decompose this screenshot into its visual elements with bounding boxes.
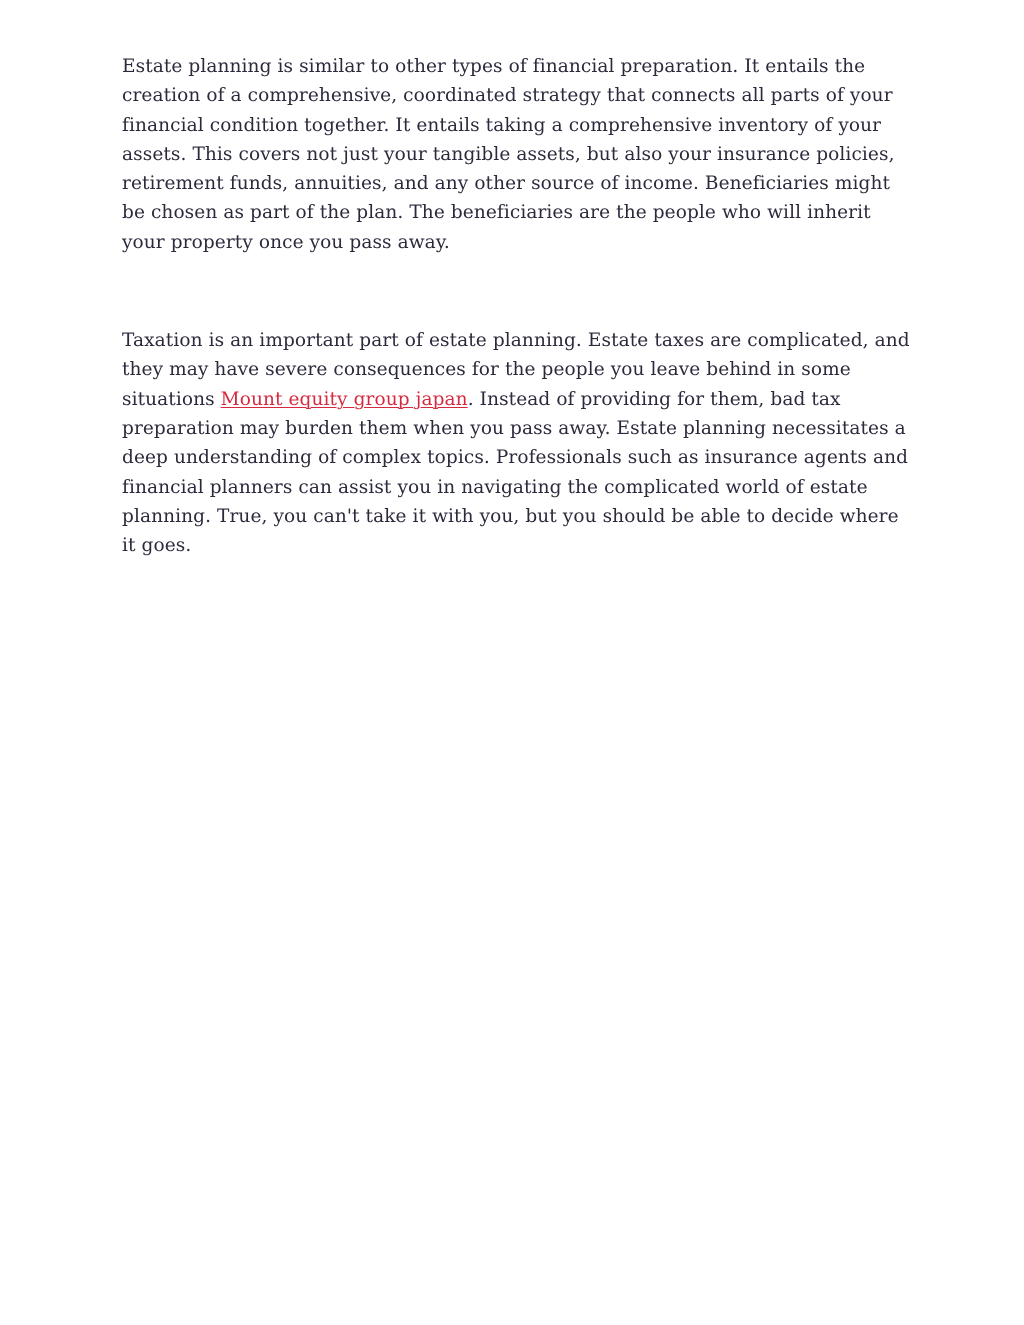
- mount-equity-group-link[interactable]: Mount equity group japan: [220, 388, 468, 410]
- paragraph-taxation: [122, 326, 912, 560]
- document-body: [122, 52, 912, 560]
- paragraph-taxation-text-start: Taxation is an important part of estate planning. Estate taxes are complicated, and they may have severe consequences for the people you leave behind in some situations: [122, 330, 910, 410]
- paragraph-estate-planning: Estate planning is similar to other types of financial preparation. It entails the creation of a comprehensive, coordinated strategy that connects all parts of your financial condition together. It entails taking a comprehensive inventory of your assets. This covers not just your tangible assets, but also your insurance policies, retirement funds, annuities, and any other source of income. Beneficiaries might be chosen as part of the plan. The beneficiaries are the people who will inherit your property once you pass away.: [122, 56, 895, 253]
- paragraph-taxation-text-end: . Instead of providing for them, bad tax preparation may burden them when you pass away. Estate planning necessitates a deep understanding of complex topics. Professionals such as insurance agents and financial planners can assist you in navigating the complicated world of estate planning. True, you can't take it with you, but you should be able to decide where it goes.: [122, 388, 909, 557]
